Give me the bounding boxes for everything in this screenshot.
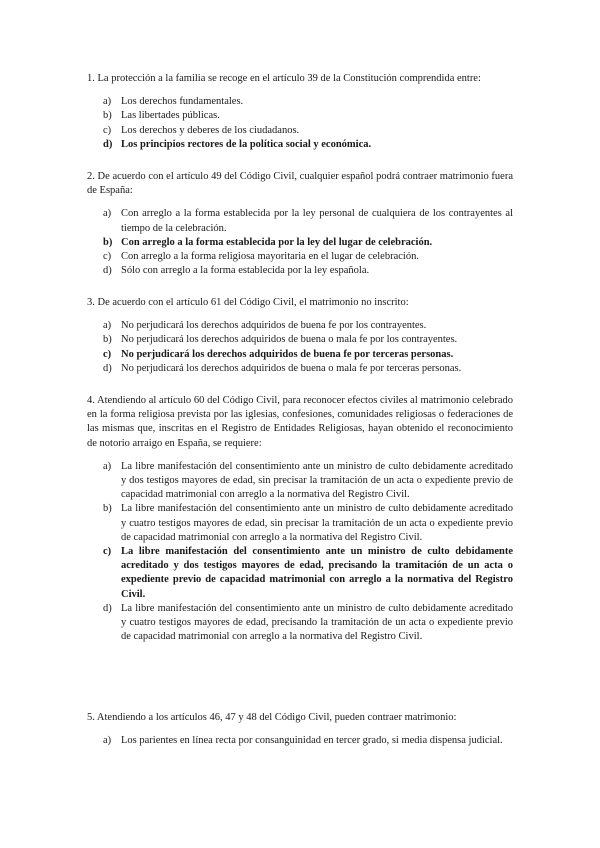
- question-text: 2. De acuerdo con el artículo 49 del Código Civil, cualquier español podrá contraer matrimonio fuera de España:: [87, 171, 513, 197]
- option-b: b) Las libertades públicas.: [103, 110, 220, 122]
- option-b-correct: b) Con arreglo a la forma establecida por la ley del lugar de celebración.: [103, 236, 433, 248]
- option-d: d) Sólo con arreglo a la forma establecida por la ley española.: [103, 265, 370, 277]
- question-text: 4. Atendiendo al artículo 60 del Código Civil, para reconocer efectos civiles al matrimonio celebrado en la forma religiosa prevista por las iglesias, confesiones, comunidades religiosas o federaciones de las mismas que, inscritas en el Registro de Entidades Religiosas, hayan obtenido el reconocimiento de notorio arraigo en España, se requiere:: [87, 395, 513, 449]
- question-5: [87, 711, 513, 748]
- option-c-correct: c) La libre manifestación del consentimiento ante un ministro de culto debidamente acreditado y dos testigos mayores de edad, precisando la tramitación de un acta o expediente previo de capacidad matrimonial con arreglo a la normativa del Registro Civil.: [103, 546, 513, 600]
- option-c: c) Con arreglo a la forma religiosa mayoritaria en el lugar de celebración.: [103, 251, 419, 263]
- option-c-correct: c) No perjudicará los derechos adquiridos de buena fe por terceras personas.: [103, 348, 454, 360]
- option-d: d) No perjudicará los derechos adquiridos de buena o mala fe por terceras personas.: [103, 362, 462, 374]
- question-text: 3. De acuerdo con el artículo 61 del Código Civil, el matrimonio no inscrito:: [87, 297, 409, 308]
- question-1: [87, 72, 513, 152]
- option-a: a) Con arreglo a la forma establecida por la ley personal de cualquiera de los contrayentes al tiempo de la celebración.: [103, 208, 513, 234]
- question-4: [87, 394, 513, 644]
- option-d: d) La libre manifestación del consentimiento ante un ministro de culto debidamente acreditado y cuatro testigos mayores de edad, precisando la tramitación de un acta o expediente previo de capacidad matrimonial con arreglo a la normativa del Registro Civil.: [103, 602, 513, 643]
- question-text: 1. La protección a la familia se recoge en el artículo 39 de la Constitución comprendida entre:: [87, 73, 481, 84]
- option-a: a) No perjudicará los derechos adquiridos de buena fe por los contrayentes.: [103, 320, 427, 332]
- option-d-correct: d) Los principios rectores de la política social y económica.: [103, 138, 372, 150]
- option-b: b) No perjudicará los derechos adquiridos de buena o mala fe por los contrayentes.: [103, 334, 458, 346]
- option-a: a) La libre manifestación del consentimiento ante un ministro de culto debidamente acreditado y dos testigos mayores de edad, sin precisar la tramitación de un acta o expediente previo de capacidad matrimonial con arreglo a la normativa del Registro Civil.: [103, 460, 513, 501]
- option-b: b) La libre manifestación del consentimiento ante un ministro de culto debidamente acreditado y cuatro testigos mayores de edad, sin precisar la tramitación de un acta o expediente previo de capacidad matrimonial con arreglo a la normativa del Registro Civil.: [103, 503, 513, 543]
- question-2: [87, 170, 513, 278]
- option-a: a) Los derechos fundamentales.: [103, 96, 244, 108]
- option-a: a) Los parientes en línea recta por consanguinidad en tercer grado, si media dispensa judicial.: [103, 735, 503, 747]
- option-c: c) Los derechos y deberes de los ciudadanos.: [103, 124, 300, 136]
- question-3: [87, 296, 513, 376]
- question-text: 5. Atendiendo a los artículos 46, 47 y 48 del Código Civil, pueden contraer matrimonio:: [87, 712, 457, 723]
